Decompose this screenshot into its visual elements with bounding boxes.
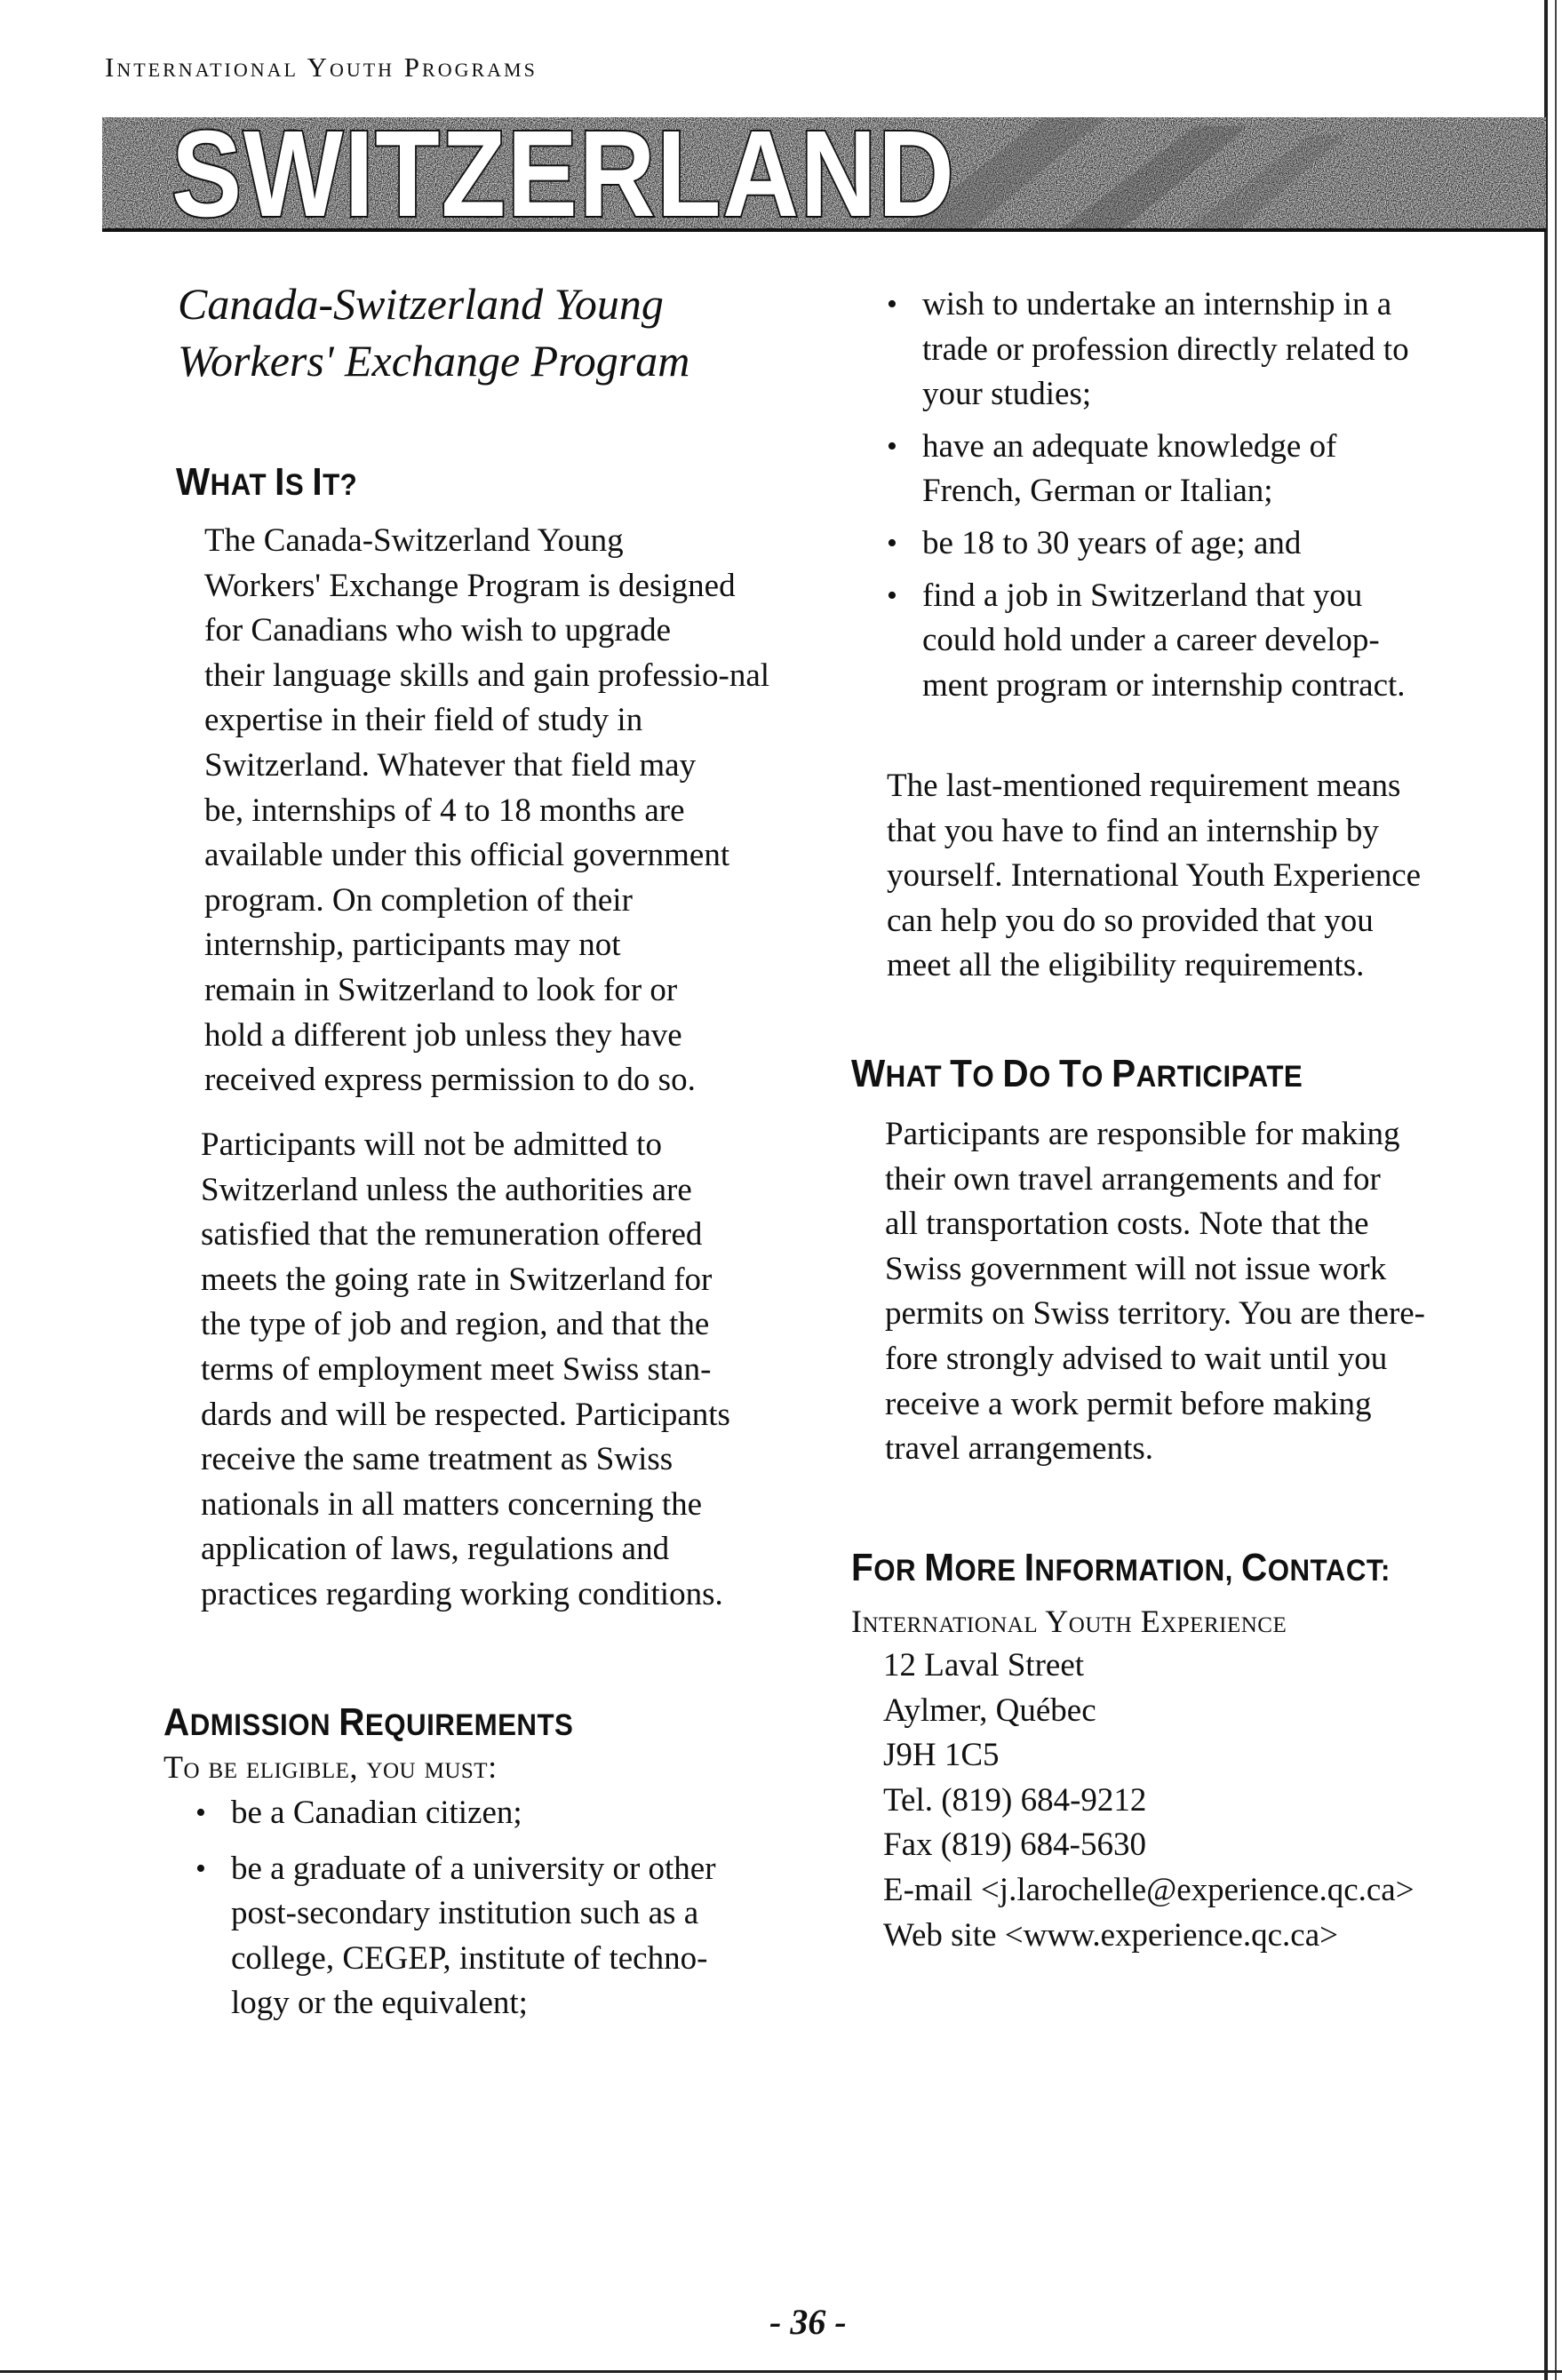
list-item (195, 1847, 835, 2026)
list-item-line: post-secondary institution such as a (231, 1895, 699, 1932)
list-item (195, 1791, 835, 1836)
eligibility-list-left (195, 1791, 835, 2026)
paragraph-line: fore strongly advised to wait until you (885, 1340, 1388, 1377)
contact-heading: FOR MORE INFORMATION, CONTACT: (851, 1546, 1391, 1589)
list-item (887, 425, 1509, 514)
paragraph-line: receive a work permit before making (885, 1385, 1372, 1422)
paragraph-line: received express permission to do so. (204, 1062, 696, 1099)
list-item-line: ment program or internship contract. (922, 666, 1406, 704)
list-item-line: trade or profession directly related to (922, 330, 1409, 368)
paragraph-line: travel arrangements. (885, 1430, 1154, 1468)
contact-details (883, 1644, 1415, 1958)
contact-postal-code: J9H 1C5 (883, 1737, 1000, 1774)
paragraph-line: terms of employment meet Swiss stan- (201, 1350, 712, 1388)
paragraph-line: application of laws, regulations and (201, 1531, 670, 1568)
list-item (887, 283, 1509, 418)
paragraph-line: the type of job and region, and that the (201, 1306, 710, 1343)
paragraph-line: their own travel arrangements and for (885, 1160, 1381, 1198)
program-title-line: Canada-Switzerland Young (178, 279, 664, 329)
list-item-line: • be a graduate of a university or other (231, 1850, 716, 1887)
admission-conditions-paragraph (201, 1123, 730, 1618)
paragraph-line: be, internships of 4 to 18 months are (204, 792, 685, 829)
participate-paragraph (885, 1112, 1425, 1472)
paragraph-line: Switzerland. Whatever that field may (204, 746, 697, 784)
paragraph-line: nationals in all matters concerning the (201, 1485, 703, 1523)
list-item-line: • be a Canadian citizen; (231, 1795, 522, 1831)
paragraph-line: that you have to find an internship by (887, 812, 1379, 849)
paragraph-line: The Canada-Switzerland Young (204, 522, 624, 559)
contact-website-link[interactable]: Web site <www.experience.qc.ca> (883, 1916, 1338, 1954)
paragraph-line: Swiss government will not issue work (885, 1250, 1387, 1287)
paragraph-line: practices regarding working conditions. (201, 1575, 723, 1612)
paragraph-line: program. On completion of their (204, 881, 633, 919)
list-item-line: • be 18 to 30 years of age; and (922, 524, 1302, 561)
list-item-line: college, CEGEP, institute of techno- (231, 1939, 708, 1977)
page-number: - 36 - (769, 2302, 847, 2342)
what-is-it-paragraph (204, 519, 769, 1103)
list-item-line: French, German or Italian; (922, 473, 1273, 510)
paragraph-line: internship, participants may not (204, 927, 621, 964)
paragraph-line: available under this official government (204, 837, 730, 874)
page-edge-rule (1544, 0, 1548, 2380)
paragraph-line: meets the going rate in Switzerland for (201, 1261, 713, 1298)
list-item-line: • find a job in Switzerland that you (922, 577, 1363, 614)
what-is-it-heading: WHAT IS IT? (176, 460, 358, 504)
paragraph-line: expertise in their field of study in (204, 702, 643, 739)
page-edge-rule-inner (1555, 0, 1557, 2380)
paragraph-line: Switzerland unless the authorities are (201, 1171, 692, 1208)
list-item-line: logy or the equivalent; (231, 1985, 528, 2022)
contact-address-street: 12 Laval Street (883, 1647, 1085, 1684)
program-title (178, 275, 689, 389)
paragraph-line: meet all the eligibility requirements. (887, 947, 1365, 984)
paragraph-line: their language skills and gain professio-nal (204, 657, 770, 694)
running-head: International Youth Programs (105, 52, 538, 83)
participate-heading: WHAT TO DO TO PARTICIPATE (851, 1052, 1303, 1095)
paragraph-line: all transportation costs. Note that the (885, 1206, 1369, 1243)
paragraph-line: Participants are responsible for making (885, 1116, 1400, 1152)
paragraph-line: hold a different job unless they have (204, 1016, 682, 1054)
contact-fax: Fax (819) 684-5630 (883, 1827, 1146, 1864)
paragraph-line: permits on Swiss territory. You are there- (885, 1295, 1426, 1333)
list-item-line: • wish to undertake an internship in a (922, 286, 1392, 322)
list-item-line: could hold under a career develop- (922, 622, 1380, 659)
requirement-note-paragraph (887, 764, 1421, 989)
contact-address-city: Aylmer, Québec (883, 1691, 1096, 1729)
eligibility-list-right (887, 283, 1509, 708)
list-item-line: your studies; (922, 376, 1092, 413)
paragraph-line: Participants will not be admitted to (201, 1126, 662, 1163)
admission-heading: ADMISSION REQUIREMENTS (163, 1700, 574, 1744)
paragraph-line: The last-mentioned requirement means (887, 768, 1401, 804)
contact-telephone: Tel. (819) 684-9212 (883, 1781, 1147, 1819)
page-bottom-rule (0, 2370, 1562, 2373)
paragraph-line: for Canadians who wish to upgrade (204, 612, 672, 649)
contact-email-link[interactable]: E-mail <j.larochelle@experience.qc.ca> (883, 1871, 1415, 1908)
paragraph-line: yourself. International Youth Experience (887, 857, 1422, 895)
paragraph-line: satisfied that the remuneration offered (201, 1216, 703, 1254)
contact-organization: International Youth Experience (851, 1604, 1287, 1639)
paragraph-line: dards and will be respected. Participants (201, 1396, 730, 1433)
title-banner (102, 117, 1546, 232)
paragraph-line: can help you do so provided that you (887, 902, 1374, 939)
list-item (887, 521, 1509, 567)
paragraph-line: remain in Switzerland to look for or (204, 971, 678, 1008)
eligibility-subheading: To be eligible, you must: (163, 1749, 498, 1785)
list-item (887, 574, 1509, 709)
paragraph-line: Workers' Exchange Program is designed (204, 567, 736, 604)
banner-title: SWITZERLAND (171, 117, 956, 232)
paragraph-line: receive the same treatment as Swiss (201, 1441, 673, 1478)
list-item-line: • have an adequate knowledge of (922, 427, 1337, 465)
program-title-line: Workers' Exchange Program (178, 336, 690, 386)
